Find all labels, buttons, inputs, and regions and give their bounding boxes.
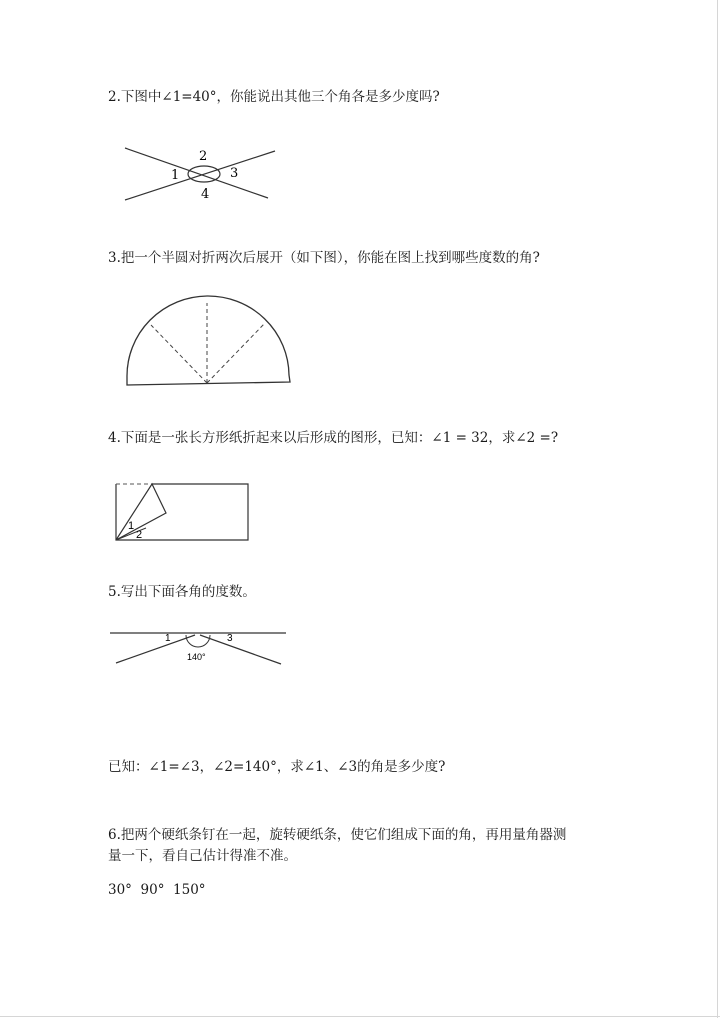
question-4-text: 4.下面是一张长方形纸折起来以后形成的图形，已知：∠1 = 32，求∠2 =? bbox=[108, 430, 559, 446]
angle-label-1: 1 bbox=[171, 168, 180, 183]
page-edge bbox=[0, 1016, 720, 1017]
question-5-text: 5.写出下面各角的度数。 bbox=[108, 584, 256, 600]
question-2-text: 2.下图中∠1=40°，你能说出其他三个角各是多少度吗? bbox=[108, 89, 440, 105]
semicircle-outline bbox=[127, 296, 290, 385]
angle-label-3: 3 bbox=[227, 633, 233, 644]
angle-label-1: 1 bbox=[128, 520, 135, 532]
folded-paper-figure bbox=[110, 478, 255, 548]
angle-label-2: 2 bbox=[136, 529, 143, 541]
question-2-figure bbox=[120, 140, 280, 205]
question-6-angles: 30° 90° 150° bbox=[108, 882, 206, 898]
angle-label-140: 140° bbox=[187, 652, 206, 662]
ray-right bbox=[200, 635, 281, 664]
question-6-text-line2: 量一下，看自己估计得准不准。 bbox=[108, 848, 297, 864]
angle-label-3: 3 bbox=[230, 166, 239, 181]
angle-label-2: 2 bbox=[199, 149, 208, 164]
question-5-figure bbox=[110, 626, 290, 671]
fold-line bbox=[207, 323, 265, 383]
angle-label-4: 4 bbox=[201, 187, 210, 202]
fold-line bbox=[151, 325, 207, 383]
question-5-given: 已知：∠1=∠3，∠2=140°，求∠1、∠3的角是多少度? bbox=[108, 759, 446, 775]
ray-left bbox=[116, 635, 195, 663]
question-6-text-line1: 6.把两个硬纸条钉在一起，旋转硬纸条，使它们组成下面的角，再用量角器测 bbox=[108, 827, 567, 843]
semicircle-figure bbox=[120, 295, 300, 390]
page-edge bbox=[717, 0, 718, 1018]
question-3-text: 3.把一个半圆对折两次后展开（如下图），你能在图上找到哪些度数的角? bbox=[108, 250, 540, 266]
angle-label-1: 1 bbox=[165, 633, 171, 644]
crossing-line bbox=[125, 148, 268, 198]
